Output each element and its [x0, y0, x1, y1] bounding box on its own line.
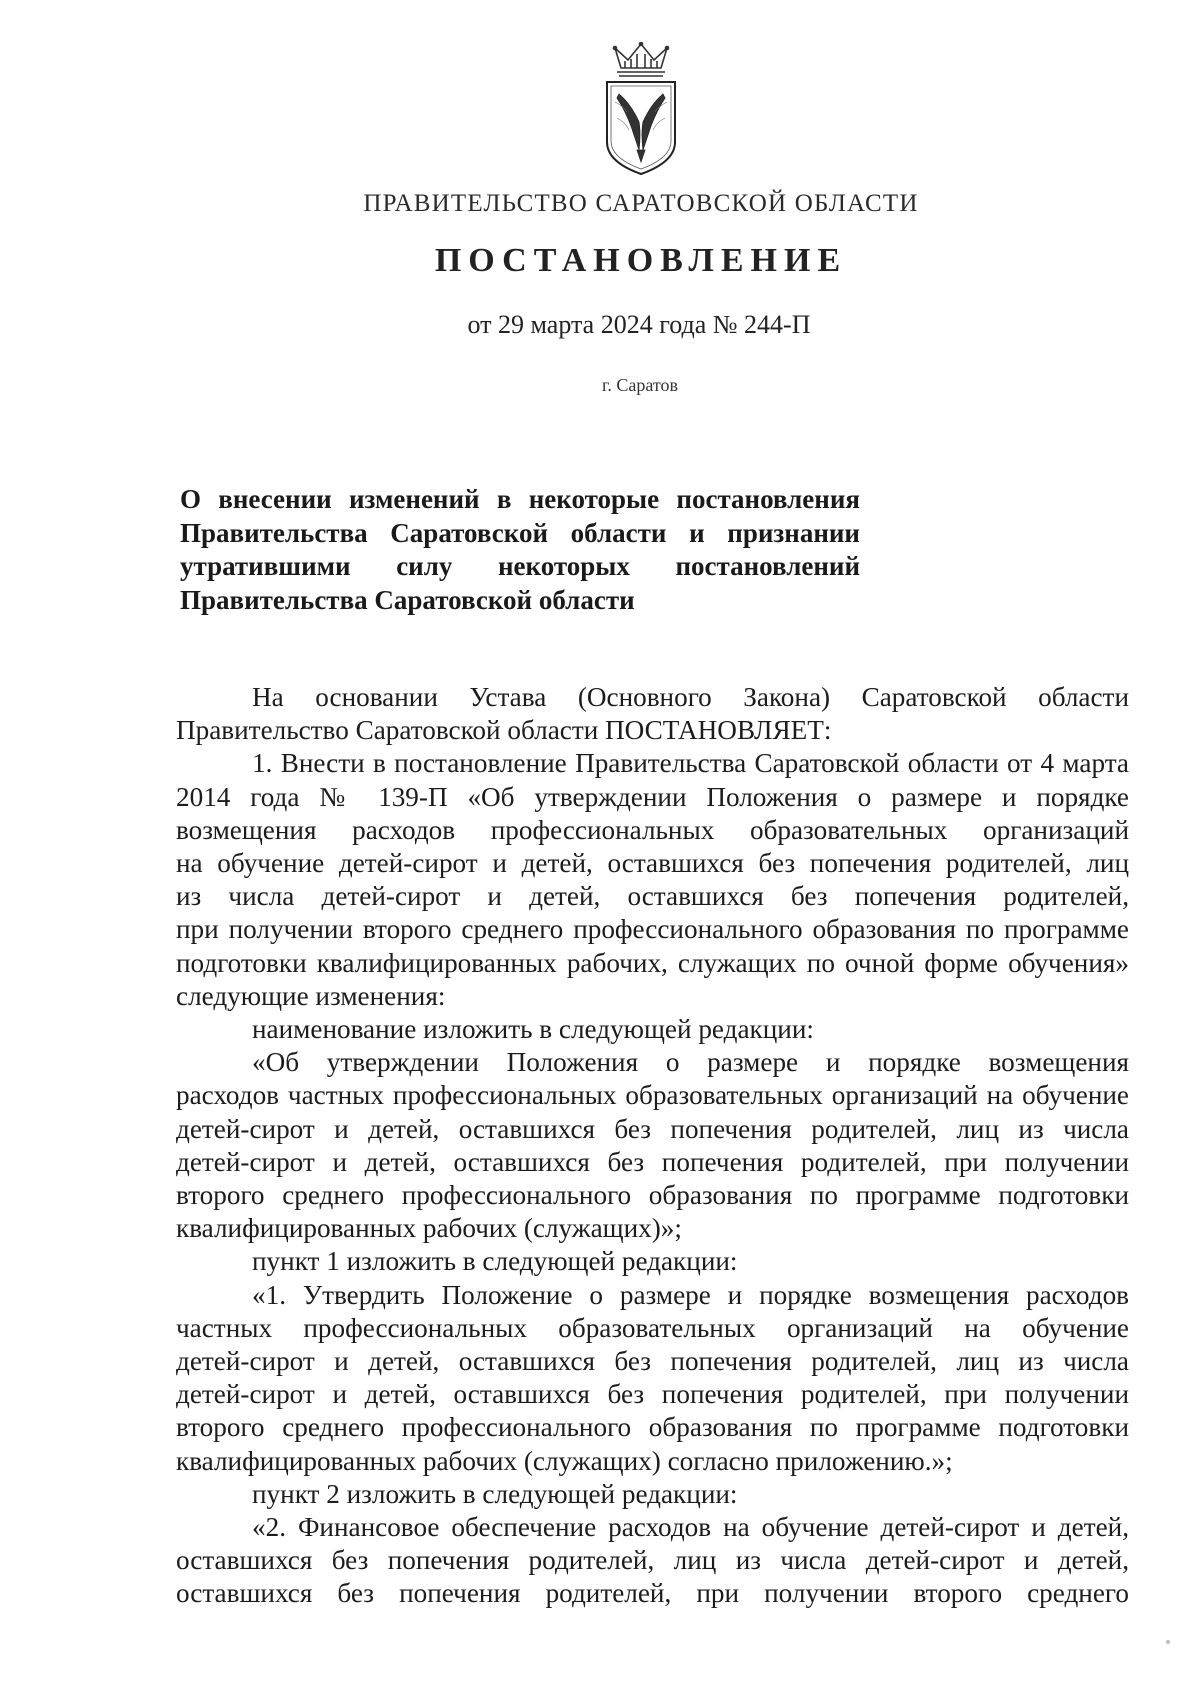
document-type-title: ПОСТАНОВЛЕНИЕ [434, 242, 848, 279]
body-line: наименование изложить в следующей редакции: [252, 1014, 814, 1045]
body-line: детей-сирот и детей, оставшихся без попечения родителей, лиц из числа [176, 1346, 1129, 1377]
subject-line: Правительства Саратовской области и признании [180, 517, 860, 548]
body-line: при получении второго среднего профессионального образования по программе [176, 914, 1129, 945]
body-line: детей-сирот и детей, оставшихся без попечения родителей, лиц из числа [176, 1113, 1129, 1144]
body-line: из числа детей-сирот и детей, оставшихся без попечения родителей, [176, 881, 1129, 912]
body-line: детей-сирот и детей, оставшихся без попечения родителей, при получении [176, 1379, 1129, 1410]
scan-speck [1166, 1640, 1170, 1644]
document-city: г. Саратов [602, 375, 678, 395]
document-date-number: от 29 марта 2024 года № 244-П [467, 310, 811, 339]
body-line: оставшихся без попечения родителей, при получении второго среднего [176, 1578, 1129, 1609]
body-line: оставшихся без попечения родителей, лиц из числа детей-сирот и детей, [176, 1545, 1129, 1576]
body-line: второго среднего профессионального образования по программе подготовки [176, 1412, 1129, 1443]
body-line: На основании Устава (Основного Закона) Саратовской области [252, 682, 1129, 712]
body-line: 2014 года № 139-П «Об утверждении Положения о размере и порядке [176, 781, 1129, 812]
body-line: возмещения расходов профессиональных образовательных организаций [176, 814, 1129, 845]
subject-line: Правительства Саратовской области [180, 584, 635, 615]
body-line: «1. Утвердить Положение о размере и порядке возмещения расходов [252, 1279, 1129, 1310]
body-line: квалифицированных рабочих (служащих) согласно приложению.»; [176, 1445, 953, 1476]
body-line: на обучение детей-сирот и детей, оставшихся без попечения родителей, лиц [176, 848, 1129, 879]
body-line: пункт 2 изложить в следующей редакции: [252, 1478, 738, 1509]
document-subject [180, 483, 860, 617]
body-line: «2. Финансовое обеспечение расходов на обучение детей-сирот и детей, [252, 1512, 1129, 1543]
body-line: квалифицированных рабочих (служащих)»; [176, 1213, 682, 1244]
body-line: Правительство Саратовской области ПОСТАНОВЛЯЕТ: [176, 715, 832, 746]
body-line: частных профессиональных образовательных организаций на обучение [176, 1312, 1129, 1343]
coat-of-arms-icon [601, 42, 681, 177]
body-line: 1. Внести в постановление Правительства Саратовской области от 4 марта [252, 748, 1129, 779]
body-line: детей-сирот и детей, оставшихся без попечения родителей, при получении [176, 1146, 1129, 1177]
body-line: второго среднего профессионального образования по программе подготовки [176, 1180, 1129, 1211]
subject-line: утратившими силу некоторых постановлений [180, 551, 860, 581]
document-body [176, 681, 1129, 1611]
body-line: расходов частных профессиональных образовательных организаций на обучение [176, 1080, 1129, 1111]
body-line: пункт 1 изложить в следующей редакции: [252, 1246, 738, 1277]
subject-line: О внесении изменений в некоторые постановления [180, 484, 860, 514]
body-line: следующие изменения: [176, 980, 446, 1011]
body-line: «Об утверждении Положения о размере и порядке возмещения [252, 1047, 1129, 1078]
issuing-authority: ПРАВИТЕЛЬСТВО САРАТОВСКОЙ ОБЛАСТИ [363, 190, 919, 217]
body-line: подготовки квалифицированных рабочих, служащих по очной форме обучения» [176, 947, 1129, 978]
